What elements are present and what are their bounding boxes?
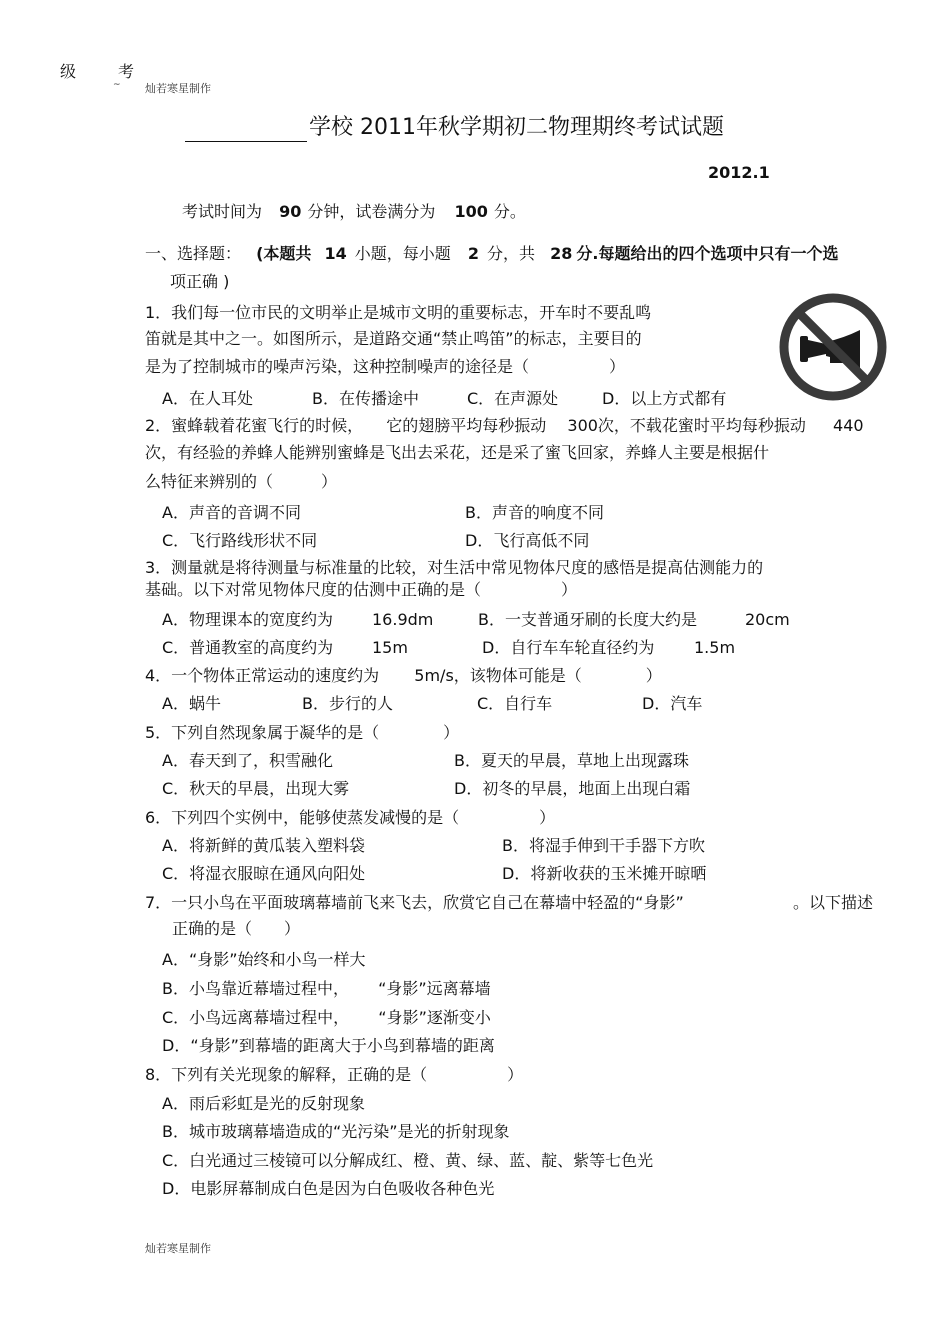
q2-line3: 么特征来辨别的（ ） [145, 472, 338, 491]
q2-option-d: D．飞行高低不同 [465, 531, 590, 550]
section1-part-b: (本题共 [256, 244, 312, 263]
q1-option-c: C．在声源处 [467, 389, 559, 408]
school-blank [185, 119, 307, 142]
q2-line1-d: 440 [833, 416, 864, 435]
q4-option-d: D．汽车 [642, 694, 703, 713]
q3-line1: 3．测量就是将待测量与标准量的比较，对生活中常见物体尺度的感悟是提高估测能力的 [145, 558, 764, 577]
exam-info-suffix: 分。 [493, 202, 526, 221]
q1-option-a: A．在人耳处 [162, 389, 253, 408]
q3-option-c-value: 15m [372, 638, 408, 657]
q8-option-c: C．白光通过三棱镜可以分解成红、橙、黄、绿、蓝、靛、紫等七色光 [162, 1151, 654, 1170]
q3-option-d: D．自行车车轮直径约为 [482, 638, 655, 657]
q4-option-b: B．步行的人 [302, 694, 393, 713]
q1-line1: 1．我们每一位市民的文明举止是城市文明的重要标志，开车时不要乱鸣 [145, 303, 652, 322]
q1-line3: 是为了控制城市的噪声污染，这种控制噪声的途径是（ ） [145, 357, 626, 376]
header-char-2: 考 [118, 62, 135, 81]
q2-line1-b: 它的翅膀平均每秒振动 [386, 416, 547, 435]
page-title [185, 114, 724, 142]
q5-option-d: D．初冬的早晨，地面上出现白霜 [454, 779, 691, 798]
q8-line1: 8．下列有关光现象的解释，正确的是（ ） [145, 1065, 524, 1084]
exam-info-prefix: 考试时间为 [182, 202, 263, 221]
exam-minutes: 90 [279, 202, 302, 221]
q7-option-c [162, 1008, 491, 1028]
no-honking-sign-icon [778, 292, 888, 402]
q3-option-d-value: 1.5m [694, 638, 736, 657]
header-tilde: ~ [113, 80, 121, 90]
q1-option-d: D．以上方式都有 [602, 389, 727, 408]
q4-option-a: A．蜗牛 [162, 694, 221, 713]
section1-label: 一、选择题： [145, 244, 242, 263]
q2-line1 [145, 416, 864, 436]
q8-option-a: A．雨后彩虹是光的反射现象 [162, 1094, 365, 1113]
section1-n1: 14 [324, 244, 347, 263]
exam-date: 2012.1 [708, 163, 770, 182]
q2-line1-a: 2．蜜蜂载着花蜜飞行的时候， [145, 416, 364, 435]
q6-line1: 6．下列四个实例中，能够使蒸发减慢的是（ ） [145, 808, 556, 827]
exam-info-mid: 分钟，试卷满分为 [307, 202, 436, 221]
q7-option-b-b: “身影”远离幕墙 [378, 979, 491, 998]
q7-line1: 7．一只小鸟在平面玻璃幕墙前飞来飞去，欣赏它自己在幕墙中轻盈的“身影” [145, 893, 684, 912]
q2-option-b: B．声音的响度不同 [465, 503, 604, 522]
q3-option-a-value: 16.9dm [372, 610, 434, 629]
q7-option-b-a: B．小鸟靠近幕墙过程中， [162, 979, 349, 998]
q3-option-b: B．一支普通牙刷的长度大约是 [478, 610, 697, 629]
q4-line1-a: 4．一个物体正常运动的速度约为 [145, 666, 380, 685]
page-title-text: 学校 2011年秋学期初二物理期终考试试题 [309, 115, 724, 140]
q3-option-b-value: 20cm [745, 610, 790, 629]
q8-option-d: D．电影屏幕制成白色是因为白色吸收各种色光 [162, 1179, 495, 1198]
q6-option-c: C．将湿衣服晾在通风向阳处 [162, 864, 366, 883]
header-char-1: 级 [60, 62, 77, 81]
q5-option-c: C．秋天的早晨，出现大雾 [162, 779, 350, 798]
q7-line1-end: 。以下描述 [793, 893, 874, 912]
section1-n2: 2 [467, 244, 480, 263]
q6-option-b: B．将湿手伸到干手器下方吹 [502, 836, 705, 855]
q2-line1-c: 300次，不载花蜜时平均每秒振动 [567, 416, 806, 435]
q3-option-a: A．物理课本的宽度约为 [162, 610, 333, 629]
q7-line2: 正确的是（ ） [172, 919, 301, 938]
section1-line2: 项正确 ) [170, 272, 230, 291]
q6-option-d: D．将新收获的玉米摊开晾晒 [502, 864, 707, 883]
section1-heading [145, 244, 839, 264]
exam-info [182, 202, 526, 222]
section1-part-d: 分，共 [487, 244, 536, 263]
section1-part-e: 分.每题给出的四个选项中只有一个选 [576, 244, 839, 263]
q7-option-a: A．“身影”始终和小鸟一样大 [162, 950, 366, 969]
q5-option-a: A．春天到了，积雪融化 [162, 751, 333, 770]
q1-line2: 笛就是其中之一。如图所示，是道路交通“禁止鸣笛”的标志，主要目的 [145, 329, 642, 348]
q1-option-b: B．在传播途中 [312, 389, 419, 408]
q7-option-c-b: “身影”逐渐变小 [378, 1008, 491, 1027]
q7-option-c-a: C．小鸟远离幕墙过程中， [162, 1008, 350, 1027]
q3-option-c: C．普通教室的高度约为 [162, 638, 334, 657]
q6-option-a: A．将新鲜的黄瓜装入塑料袋 [162, 836, 365, 855]
q4-line1-b: 5m/s，该物体可能是（ ） [414, 666, 662, 685]
q2-option-c: C．飞行路线形状不同 [162, 531, 318, 550]
q7-option-d: D．“身影”到幕墙的距离大于小鸟到幕墙的距离 [162, 1036, 495, 1055]
exam-score: 100 [454, 202, 488, 221]
section1-part-c: 小题，每小题 [354, 244, 451, 263]
q5-line1: 5．下列自然现象属于凝华的是（ ） [145, 723, 460, 742]
q2-line2: 次，有经验的养蜂人能辨别蜜蜂是飞出去采花，还是采了蜜飞回家，养蜂人主要是根据什 [145, 443, 770, 462]
q2-option-a: A．声音的音调不同 [162, 503, 301, 522]
q4-option-c: C．自行车 [477, 694, 553, 713]
section1-n3: 28 [550, 244, 573, 263]
q4-line1 [145, 666, 662, 686]
header-watermark: 灿若寒星制作 [145, 82, 211, 95]
q5-option-b: B．夏天的早晨，草地上出现露珠 [454, 751, 689, 770]
q3-line2: 基础。以下对常见物体尺度的估测中正确的是（ ） [145, 580, 578, 599]
footer-watermark: 灿若寒星制作 [145, 1242, 211, 1255]
q7-option-b [162, 979, 491, 999]
q8-option-b: B．城市玻璃幕墙造成的“光污染”是光的折射现象 [162, 1122, 510, 1141]
